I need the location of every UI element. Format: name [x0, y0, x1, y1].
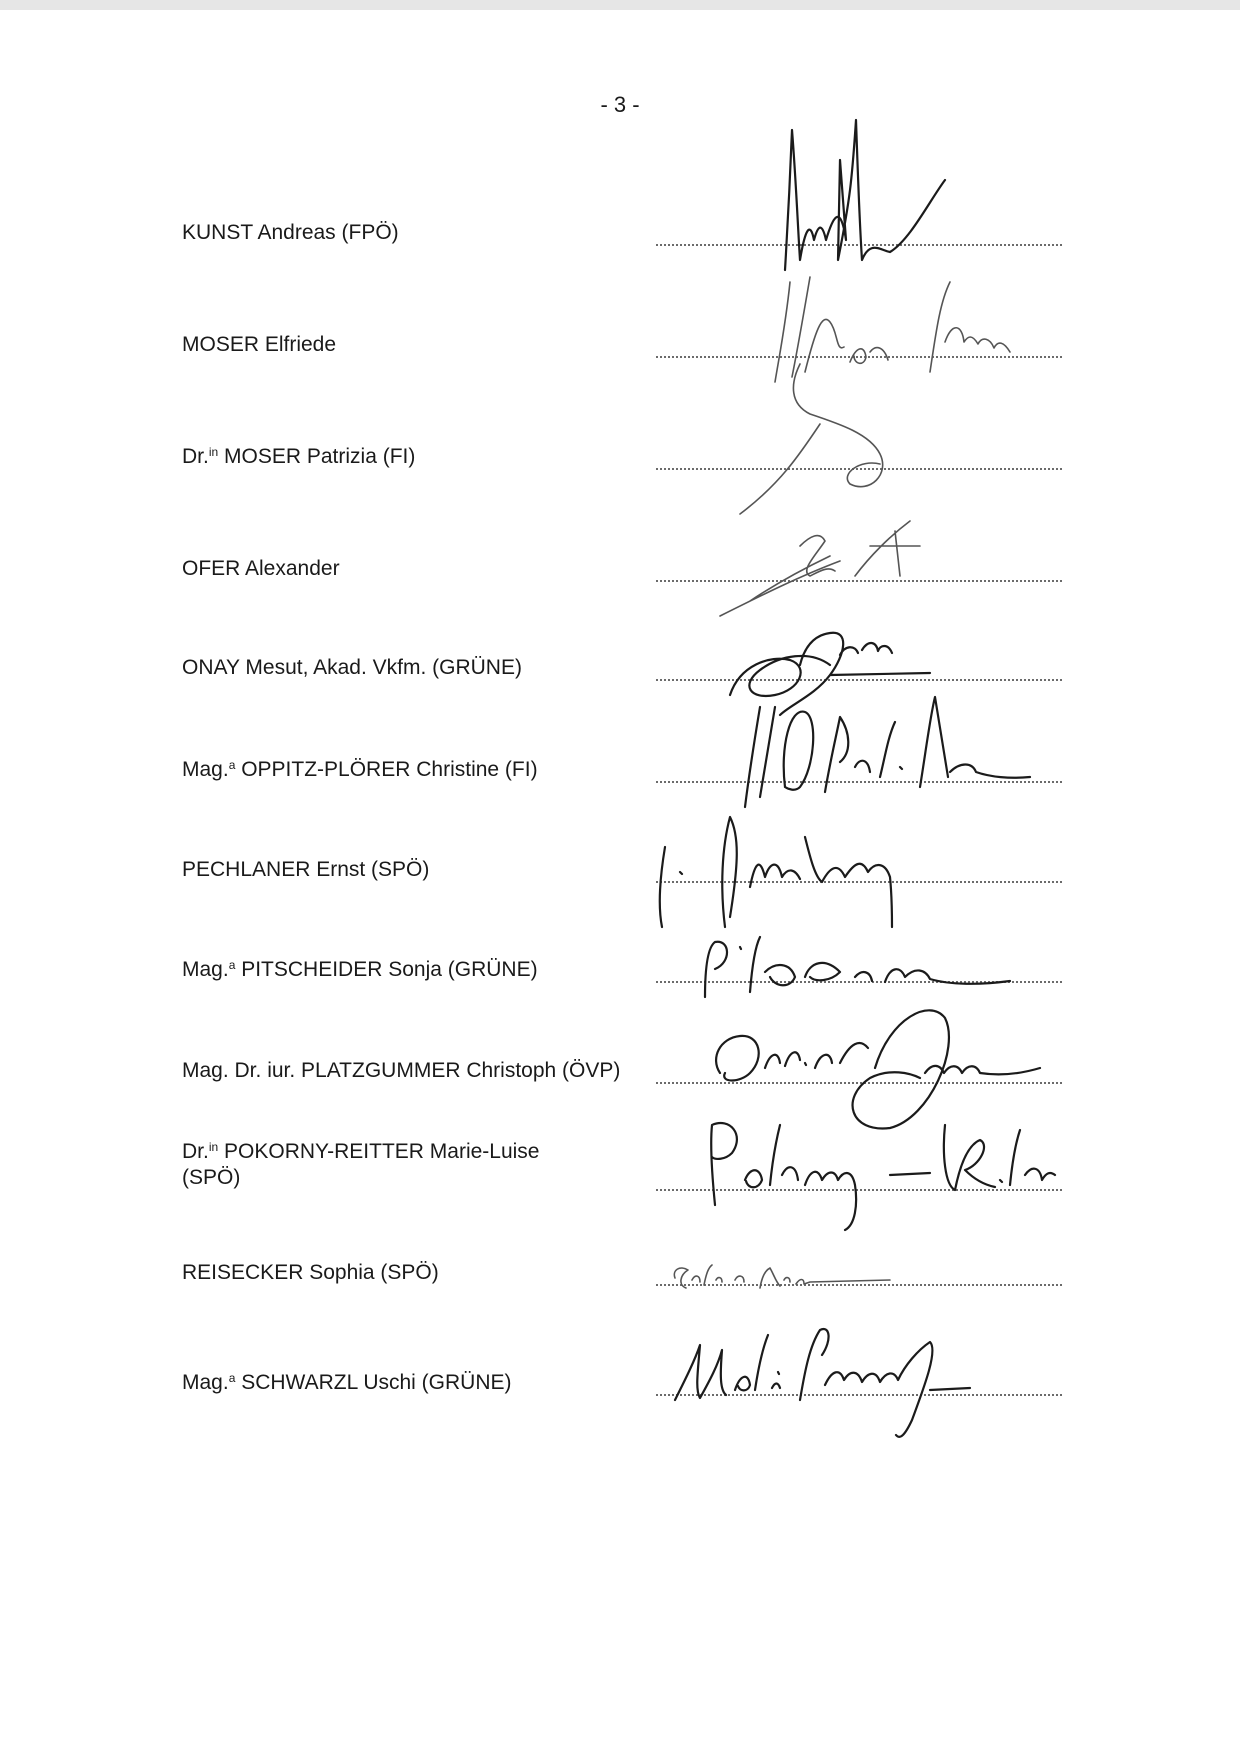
- signature-row: [0, 1310, 1240, 1410]
- signatory-name: [182, 852, 429, 883]
- signatory-name-text: KUNST Andreas (FPÖ): [182, 221, 399, 244]
- signatory-name-text: Mag. Dr. iur. PLATZGUMMER Christoph (ÖVP): [182, 1059, 621, 1082]
- signatory-name-text: SCHWARZL Uschi (GRÜNE): [235, 1371, 512, 1394]
- title-prefix: Mag.: [182, 1371, 229, 1394]
- signatory-name: [182, 650, 522, 681]
- signatory-name: [182, 215, 399, 246]
- title-superscript: a: [228, 958, 236, 972]
- signatory-name-text: MOSER Patrizia (FI): [218, 445, 416, 468]
- signatory-name: [182, 1365, 512, 1396]
- signatory-name: [182, 952, 538, 983]
- signatory-name: [182, 327, 336, 358]
- signatory-name: [182, 439, 415, 470]
- signatory-name-text: OFER Alexander: [182, 557, 340, 580]
- title-prefix: Mag.: [182, 758, 229, 781]
- signature-row: [0, 272, 1240, 372]
- signatory-name: [182, 1255, 439, 1286]
- signature-row: [0, 998, 1240, 1098]
- title-prefix: Dr.: [182, 445, 209, 468]
- signatory-name: [182, 1053, 620, 1084]
- signature-row: [0, 384, 1240, 484]
- signatory-name-text: REISECKER Sophia (SPÖ): [182, 1261, 439, 1284]
- title-prefix: Mag.: [182, 958, 229, 981]
- signatory-name-text: MOSER Elfriede: [182, 333, 337, 356]
- handwritten-signature: [600, 1290, 1160, 1440]
- signatory-name-text: POKORNY-REITTER Marie-Luise: [218, 1140, 540, 1163]
- signatory-name: [182, 1134, 539, 1191]
- title-superscript: in: [208, 445, 219, 459]
- signatory-name-text: PECHLANER Ernst (SPÖ): [182, 858, 430, 881]
- title-prefix: Dr.: [182, 1140, 209, 1163]
- signatory-name: [182, 752, 538, 783]
- title-superscript: in: [208, 1140, 219, 1154]
- title-superscript: a: [228, 1371, 236, 1385]
- scan-edge: [0, 0, 1240, 10]
- signatory-name-text: OPPITZ-PLÖRER Christine (FI): [235, 758, 538, 781]
- signature-row: [0, 1200, 1240, 1300]
- signatory-name-line2: (SPÖ): [182, 1166, 241, 1189]
- signature-row: [0, 160, 1240, 260]
- signatory-name-text: ONAY Mesut, Akad. Vkfm. (GRÜNE): [182, 656, 522, 679]
- title-superscript: a: [228, 758, 236, 772]
- signatory-name-text: PITSCHEIDER Sonja (GRÜNE): [235, 958, 538, 981]
- signatory-name: [182, 551, 340, 582]
- page-number: - 3 -: [600, 92, 640, 117]
